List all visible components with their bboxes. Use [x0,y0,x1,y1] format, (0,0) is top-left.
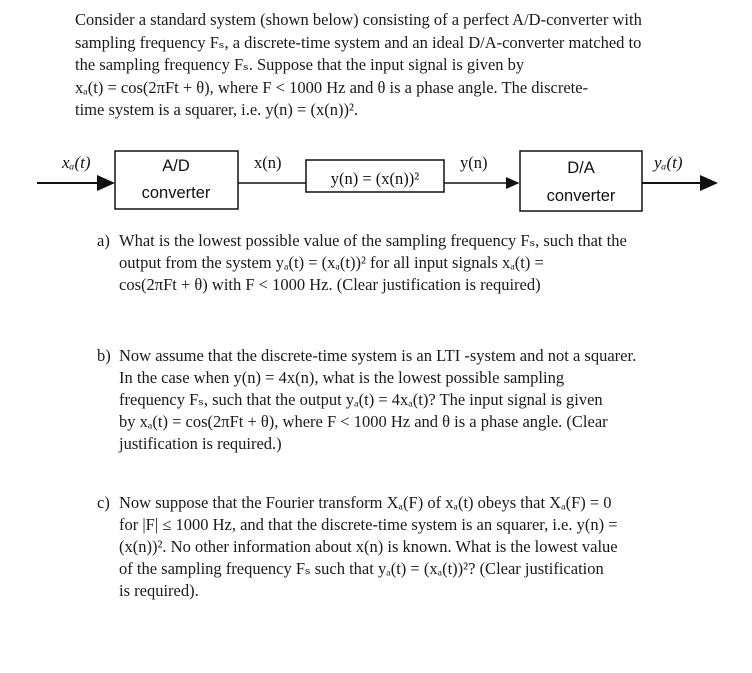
ad-converter-label: A/D [162,157,190,175]
question-line: cos(2πFt + θ) with F < 1000 Hz. (Clear justification is required) [119,275,541,294]
intro-line: Consider a standard system (shown below) consisting of a perfect A/D-converter with [75,10,642,29]
discrete-system-label: y(n) = (x(n))² [330,169,420,188]
xn-label: x(n) [254,153,282,172]
input-signal-label: xₐ(t) [62,153,91,172]
question-label: b) [97,346,111,365]
da-converter-label: D/A [567,159,595,177]
question-line: frequency Fₛ, such that the output yₐ(t) = 4xₐ(t)? The input signal is given [119,390,603,409]
da-converter-label-2: converter [546,187,616,205]
question-label: c) [97,493,110,512]
question-line: for |F| ≤ 1000 Hz, and that the discrete-time system is an squarer, i.e. y(n) = [119,515,618,534]
question-line: output from the system yₐ(t) = (xₐ(t))² for all input signals xₐ(t) = [119,253,544,272]
question-line: (x(n))². No other information about x(n) is known. What is the lowest value [119,537,618,556]
question-line: is required). [119,581,199,600]
question-label: a) [97,231,110,250]
output-signal-label: yₐ(t) [654,153,683,172]
ad-converter-label-2: converter [141,184,211,202]
question-line: What is the lowest possible value of the sampling frequency Fₛ, such that the [119,231,627,250]
question-b [97,345,636,455]
intro-line: the sampling frequency Fₛ. Suppose that the input signal is given by [75,55,525,75]
question-line: justification is required.) [119,434,282,453]
question-line: Now assume that the discrete-time system is an LTI -system and not a squarer. [119,346,637,365]
question-line: by xₐ(t) = cos(2πFt + θ), where F < 1000 Hz and θ is a phase angle. (Clear [119,412,608,431]
intro-line: time system is a squarer, i.e. y(n) = (x(n))². [75,100,359,120]
block-diagram [0,140,752,220]
yn-label: y(n) [460,153,488,172]
intro-line: xₐ(t) = cos(2πFt + θ), where F < 1000 Hz and θ is a phase angle. The discrete- [75,77,589,97]
intro-line: sampling frequency Fₛ, a discrete-time system and an ideal D/A-converter matched to [75,32,642,52]
question-line: In the case when y(n) = 4x(n), what is the lowest possible sampling [119,368,565,387]
question-c [97,492,618,602]
intro-paragraph [75,9,725,122]
question-line: Now suppose that the Fourier transform Xₐ(F) of xₐ(t) obeys that Xₐ(F) = 0 [119,493,612,512]
question-line: of the sampling frequency Fₛ such that yₐ(t) = (xₐ(t))²? (Clear justification [119,559,604,578]
question-a [97,230,627,296]
